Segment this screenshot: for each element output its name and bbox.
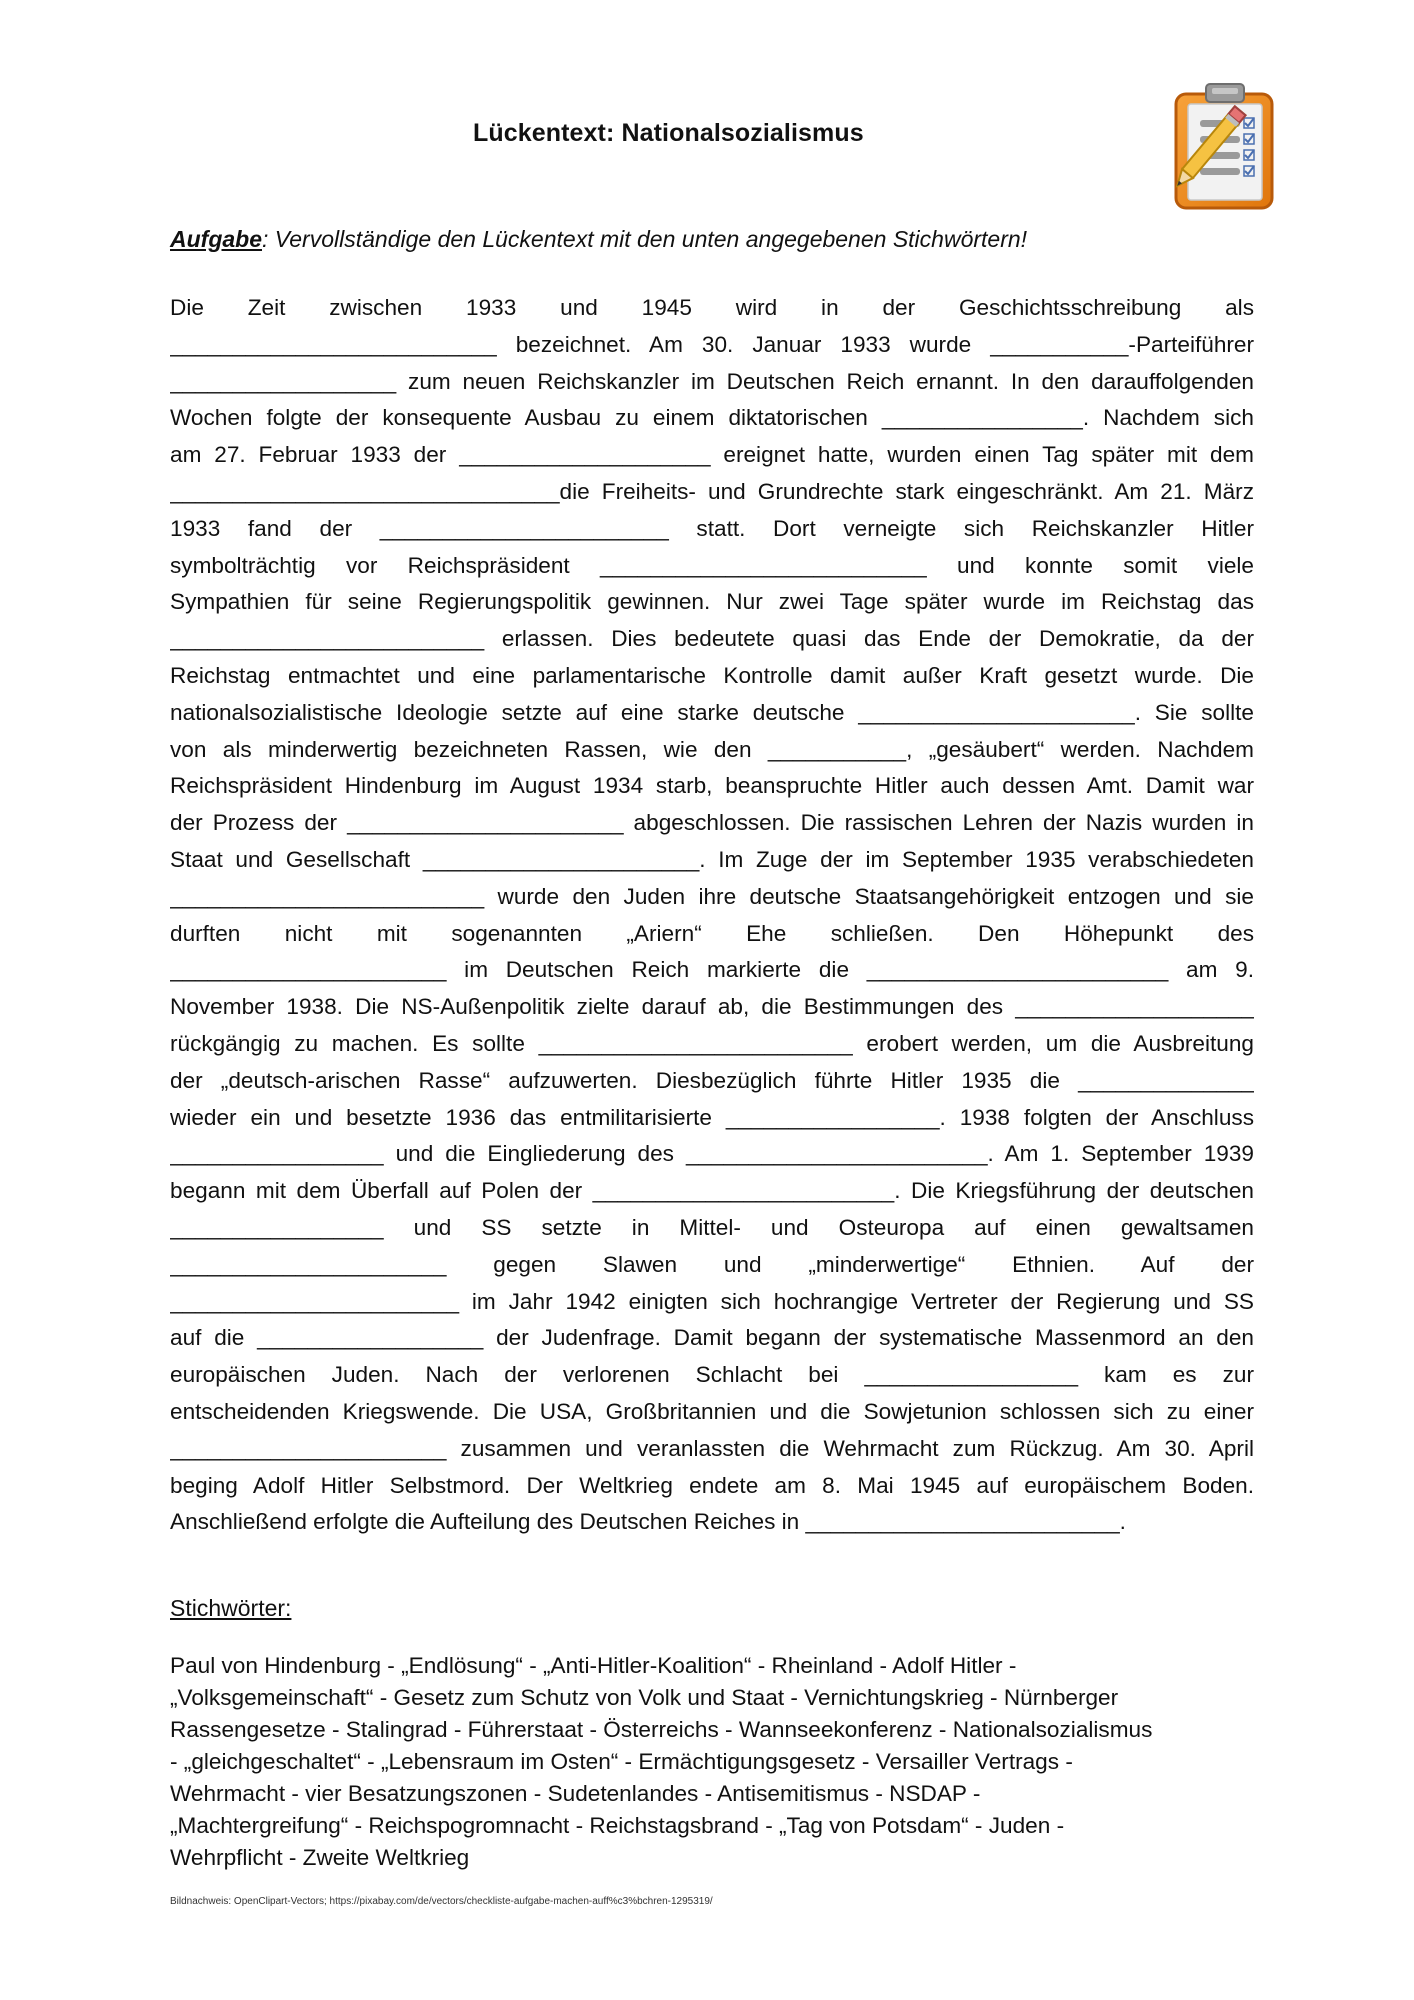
text-line: entscheidenden Kriegswende. Die USA, Großbritannien und die Sowjetunion schlossen sich zu einer — [170, 1398, 1254, 1424]
text-line: Sympathien für seine Regierungspolitik gewinnen. Nur zwei Tage später wurde im Reichstag das — [170, 589, 1254, 615]
text-line: Wochen folgte der konsequente Ausbau zu einem diktatorischen ________________. Nachdem sich — [170, 405, 1254, 431]
text-line: _________________ und SS setzte in Mittel- und Osteuropa auf einen gewaltsamen — [170, 1214, 1254, 1240]
keywords-heading: Stichwörter: — [170, 1595, 292, 1621]
text-line: der Prozess der ______________________ abgeschlossen. Die rassischen Lehren der Nazis wurden in — [170, 810, 1254, 836]
text-line: am 27. Februar 1933 der ____________________ ereignet hatte, wurden einen Tag später mit dem — [170, 442, 1254, 468]
text-line: Staat und Gesellschaft ______________________. Im Zuge der im September 1935 verabschiedeten — [170, 846, 1254, 872]
task-text: : Vervollständige den Lückentext mit den unten angegebenen Stichwörtern! — [262, 226, 1028, 252]
text-line: _________________________ erlassen. Dies bedeutete quasi das Ende der Demokratie, da der — [170, 626, 1254, 652]
text-line: europäischen Juden. Nach der verlorenen Schlacht bei _________________ kam es zur — [170, 1362, 1254, 1388]
text-line: rückgängig zu machen. Es sollte _________________________ erobert werden, um die Ausbreitung — [170, 1030, 1254, 1056]
text-line: Reichspräsident Hindenburg im August 1934 starb, beanspruchte Hitler auch dessen Amt. Damit war — [170, 773, 1254, 799]
keywords-line: - „gleichgeschaltet“ - „Lebensraum im Osten“ - Ermächtigungsgesetz - Versailler Vertrags - — [170, 1749, 1073, 1774]
text-line: symbolträchtig vor Reichspräsident __________________________ und konnte somit viele — [170, 552, 1254, 578]
text-line: der „deutsch-arischen Rasse“ aufzuwerten. Diesbezüglich führte Hitler 1935 die ______________ — [170, 1067, 1254, 1093]
text-line: __________________ zum neuen Reichskanzler im Deutschen Reich ernannt. In den darauffolgenden — [170, 368, 1254, 394]
keywords-line: Rassengesetze - Stalingrad - Führerstaat - Österreichs - Wannseekonferenz - Nationalsozialismus — [170, 1717, 1153, 1742]
text-line: nationalsozialistische Ideologie setzte auf eine starke deutsche ______________________. Sie sollte — [170, 699, 1254, 725]
text-line: auf die __________________ der Judenfrage. Damit begann der systematische Massenmord an den — [170, 1325, 1254, 1351]
text-line: _________________________ wurde den Juden ihre deutsche Staatsangehörigkeit entzogen und sie — [170, 883, 1254, 909]
cloze-text — [170, 290, 1254, 1541]
task-label: Aufgabe — [170, 226, 262, 252]
text-line: November 1938. Die NS-Außenpolitik zielte darauf ab, die Bestimmungen des ___________________ — [170, 994, 1254, 1020]
keywords-line: Wehrpflicht - Zweite Weltkrieg — [170, 1845, 470, 1870]
text-line: Reichstag entmachtet und eine parlamentarische Kontrolle damit außer Kraft gesetzt wurde. Die — [170, 662, 1254, 688]
text-line: 1933 fand der _______________________ statt. Dort verneigte sich Reichskanzler Hitler — [170, 515, 1254, 541]
text-line: beging Adolf Hitler Selbstmord. Der Weltkrieg endete am 8. Mai 1945 auf europäischem Boden. — [170, 1472, 1254, 1498]
keywords-line: Wehrmacht - vier Besatzungszonen - Sudetenlandes - Antisemitismus - NSDAP - — [170, 1781, 981, 1806]
text-line: _______________________________die Freiheits- und Grundrechte stark eingeschränkt. Am 21. März — [170, 478, 1254, 504]
clipboard-checklist-icon — [1166, 80, 1284, 212]
text-line: ______________________ zusammen und veranlassten die Wehrmacht zum Rückzug. Am 30. April — [170, 1435, 1254, 1461]
page-title: Lückentext: Nationalsozialismus — [473, 119, 864, 147]
text-line: _______________________ im Jahr 1942 einigten sich hochrangige Vertreter der Regierung und SS — [170, 1288, 1254, 1314]
text-line: ______________________ im Deutschen Reich markierte die ________________________ am 9. — [170, 957, 1254, 983]
image-credit: Bildnachweis: OpenClipart-Vectors; https://pixabay.com/de/vectors/checkliste-aufgabe-machen-auff%c3%bchren-1295319/ — [170, 1896, 713, 1907]
text-line: _________________ und die Eingliederung des ________________________. Am 1. September 1939 — [170, 1141, 1254, 1167]
text-line: ______________________ gegen Slawen und „minderwertige“ Ethnien. Auf der — [170, 1251, 1254, 1277]
keywords-line: Paul von Hindenburg - „Endlösung“ - „Anti-Hitler-Koalition“ - Rheinland - Adolf Hitler - — [170, 1653, 1017, 1678]
text-line: begann mit dem Überfall auf Polen der ________________________. Die Kriegsführung der deutschen — [170, 1178, 1254, 1204]
text-line: Anschließend erfolgte die Aufteilung des Deutschen Reiches in _________________________. — [170, 1509, 1126, 1535]
text-line: __________________________ bezeichnet. Am 30. Januar 1933 wurde ___________-Parteiführer — [170, 331, 1254, 357]
keywords-line: „Volksgemeinschaft“ - Gesetz zum Schutz von Volk und Staat - Vernichtungskrieg - Nürnberger — [170, 1685, 1119, 1710]
text-line: durften nicht mit sogenannten „Ariern“ Ehe schließen. Den Höhepunkt des — [170, 920, 1254, 946]
keywords-line: „Machtergreifung“ - Reichspogromnacht - Reichstagsbrand - „Tag von Potsdam“ - Juden - — [170, 1813, 1065, 1838]
text-line: wieder ein und besetzte 1936 das entmilitarisierte _________________. 1938 folgten der Anschluss — [170, 1104, 1254, 1130]
text-line: von als minderwertig bezeichneten Rassen, wie den ___________, „gesäubert“ werden. Nachdem — [170, 736, 1254, 762]
text-line: Die Zeit zwischen 1933 und 1945 wird in der Geschichtsschreibung als — [170, 295, 1254, 320]
keywords-list — [170, 1650, 1270, 1874]
task-instruction — [170, 226, 1260, 253]
